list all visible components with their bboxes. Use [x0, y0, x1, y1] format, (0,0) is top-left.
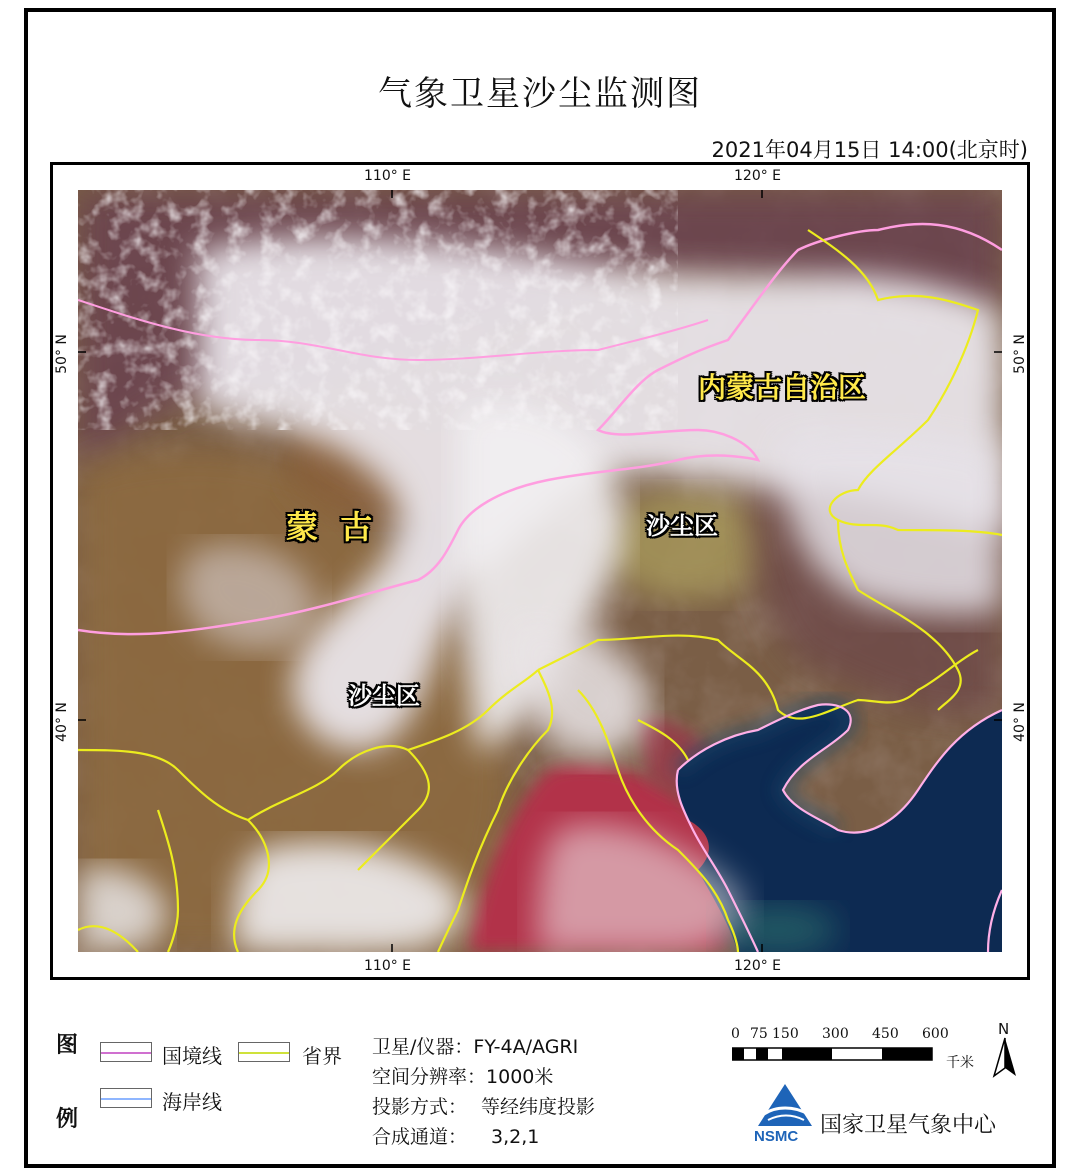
- legend-label-province: 省界: [302, 1044, 342, 1068]
- label-mongolia: 蒙 古: [286, 508, 373, 546]
- label-dust-region-east: 沙尘区: [646, 512, 718, 540]
- legend-label-coastline: 海岸线: [162, 1090, 222, 1114]
- info-channels: [372, 1122, 539, 1149]
- organization-name: 国家卫星气象中心: [820, 1113, 997, 1138]
- tick-bottom-120e: 120° E: [734, 958, 782, 974]
- info-resolution: [372, 1062, 553, 1089]
- scale-unit: 千米: [946, 1055, 974, 1071]
- scale-tick-600: 600: [922, 1026, 949, 1042]
- tick-right-40n: 40° N: [1011, 702, 1028, 742]
- scale-bar-graphic: [732, 1046, 942, 1064]
- info-resolution-label: 空间分辨率：: [372, 1066, 487, 1088]
- scale-tick-300: 300: [822, 1026, 849, 1042]
- label-inner-mongolia: 内蒙古自治区: [698, 371, 867, 404]
- north-label: N: [998, 1020, 1010, 1038]
- legend-heading-bottom: 例: [56, 1107, 79, 1132]
- tick-left-50n: 50° N: [53, 334, 70, 374]
- label-dust-region-west: 沙尘区: [348, 682, 420, 710]
- info-projection-value: 等经纬度投影: [481, 1096, 596, 1118]
- tick-bottom-110e: 110° E: [364, 958, 412, 974]
- info-resolution-value: 1000米: [486, 1066, 554, 1088]
- tick-top-110e: 110° E: [364, 168, 412, 184]
- info-channels-value: 3,2,1: [491, 1126, 540, 1148]
- coastline-swatch-icon: [100, 1088, 152, 1108]
- scale-tick-75: 75: [750, 1026, 768, 1042]
- info-projection-label: 投影方式：: [372, 1096, 468, 1118]
- scale-tick-150: 150: [772, 1026, 799, 1042]
- info-channels-label: 合成通道：: [372, 1126, 468, 1148]
- scale-tick-450: 450: [872, 1026, 899, 1042]
- tick-left-40n: 40° N: [53, 702, 70, 742]
- province-line-swatch-icon: [238, 1042, 290, 1062]
- tick-top-120e: 120° E: [734, 168, 782, 184]
- observation-datetime: 2021年04月15日 14:00(北京时): [711, 138, 1028, 162]
- info-satellite-value: FY-4A/AGRI: [473, 1036, 579, 1058]
- scale-tick-0: 0: [731, 1026, 740, 1042]
- nsmc-logo-text: NSMC: [754, 1128, 799, 1145]
- page-title: 气象卫星沙尘监测图: [378, 74, 702, 114]
- satellite-composite-svg: [78, 190, 1002, 952]
- legend-heading-top: 图: [56, 1033, 79, 1058]
- legend-label-border: 国境线: [162, 1044, 222, 1068]
- satellite-image: [78, 190, 1002, 952]
- info-satellite-label: 卫星/仪器：: [372, 1036, 474, 1058]
- border-line-swatch-icon: [100, 1042, 152, 1062]
- tick-right-50n: 50° N: [1011, 334, 1028, 374]
- info-projection: [372, 1092, 595, 1119]
- north-arrow-icon: [990, 1036, 1020, 1080]
- info-satellite: [372, 1032, 578, 1059]
